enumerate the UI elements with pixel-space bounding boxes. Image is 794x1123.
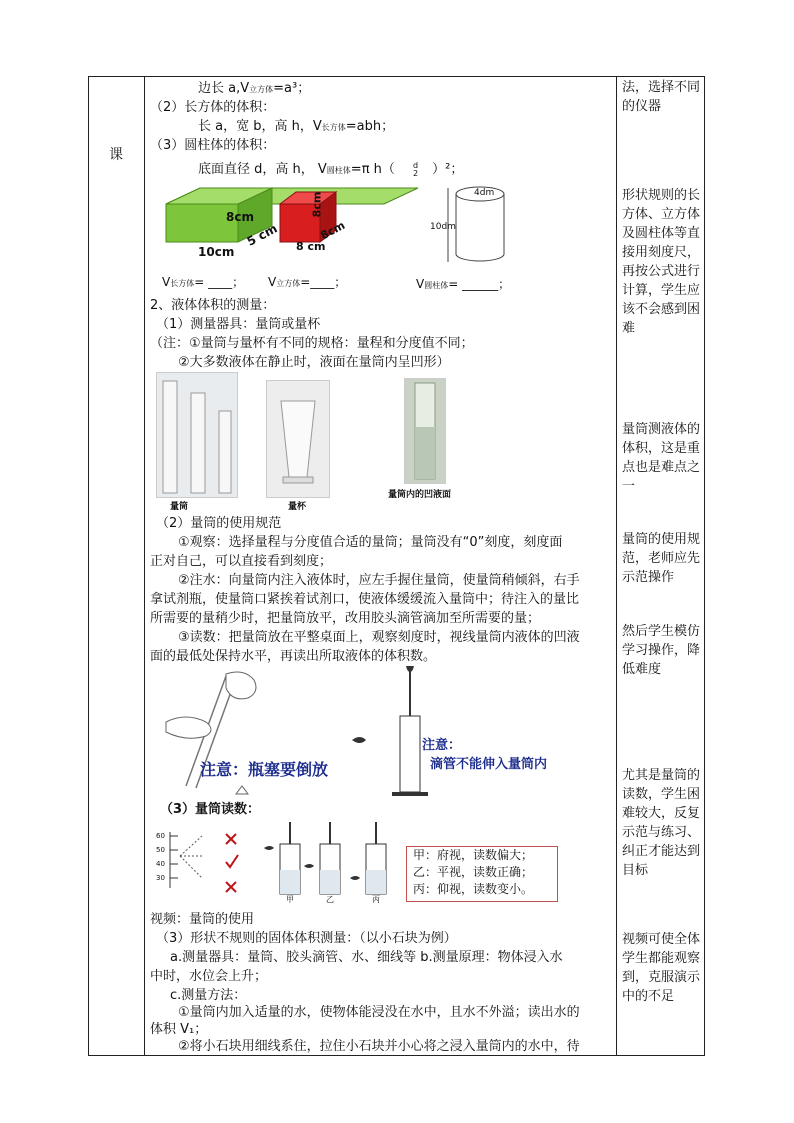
cuboid-length-label: 10cm (198, 245, 235, 259)
left-column-label: 课 (109, 147, 123, 163)
observe-line-2: 正对自己，可以直接看到刻度； (150, 554, 333, 569)
reading-heading: （3）量筒读数： (160, 802, 261, 817)
tick-30: 30 (156, 874, 165, 882)
note-usage-demo: 量筒的使用规范，老师应先示范操作 (622, 532, 701, 585)
note-reading-difficulty: 尤其是量筒的读数，学生困难较大，反复示范与练习、纠正才能达到目标 (622, 768, 701, 878)
cylinder-height-label: 10dm (430, 222, 456, 232)
cylinder-formula: 底面直径 d，高 h， V圆柱体=π h（ d 2 ）²； (198, 160, 464, 178)
liquid-section-title: 2、液体体积的测量： (150, 298, 276, 313)
eye-icon-a (264, 846, 274, 850)
upright-cylinder (400, 716, 420, 792)
eye-icon-b (304, 864, 314, 868)
read-line-2: 面的最低处保持水平，再读出所取液体的体积数。 (150, 649, 437, 664)
read-line-1: ③读数：把量筒放在平整桌面上，观察刻度时，视线量筒内液体的凹液 (178, 630, 580, 645)
left-hand (166, 717, 211, 738)
cube-width-label: 8cm (318, 218, 348, 243)
v-cylinder-blank: V圆柱体= ______； (416, 277, 511, 291)
dropper-note-title: 注意： (422, 738, 462, 753)
note-student-practice: 然后学生模仿学习操作，降低难度 (622, 624, 701, 677)
column-divider-left (144, 76, 145, 1056)
v-cube-blank: V立方体=____； (268, 275, 347, 289)
stopper (236, 786, 248, 794)
pour-line-3: 所需要的量稍少时，把量筒放平，改用胶头滴管滴加至所需要的量； (150, 611, 541, 626)
graduated-cylinders-image (157, 373, 237, 497)
tools-principle-line-1: a.测量器具：量筒、胶头滴管、水、细线等 b.测量原理：物体浸入水 (170, 950, 563, 965)
observe-line-1: ①观察：选择量程与分度值合适的量筒；量筒没有“0”刻度，刻度面 (178, 535, 563, 550)
cylinder-c (366, 822, 386, 894)
eye-icon (352, 737, 366, 743)
meniscus-photo-label: 量筒内的凹液面 (388, 490, 452, 500)
wrong-icon-bottom (226, 882, 236, 892)
liquid-tools-line: （1）测量器具：量筒或量杯 (156, 317, 321, 332)
cylinder-bottom (456, 254, 504, 261)
meniscus-photo (404, 378, 446, 484)
reading-summary-box (406, 846, 558, 902)
cylinder-a (280, 822, 300, 894)
cube-length-label: 8 cm (296, 240, 326, 253)
tick-40: 40 (156, 860, 165, 868)
note-measure-liquid: 量筒测液体的体积，这是重点也是难点之一 (622, 422, 701, 494)
dropper-note-body: 滴管不能伸入量筒内 (430, 757, 548, 772)
reading-case-2: 乙：平视，读数正确； (413, 865, 534, 879)
cube-volume-line: 边长 a,V立方体=a³； (198, 81, 311, 96)
cylinder-heading: （3）圆柱体的体积： (150, 138, 276, 153)
method-heading: c.测量方法： (170, 988, 247, 1003)
video-line: 视频：量筒的使用 (150, 912, 255, 927)
stopper-note: 注意：瓶塞要倒放 (200, 760, 329, 779)
fraction: d 2 (413, 160, 419, 178)
note-video: 视频可使全体学生都能观察到，克服演示中的不足 (622, 932, 701, 1004)
v-cuboid-blank: V长方体= ____； (162, 275, 245, 289)
usage-heading: （2）量筒的使用规范 (156, 516, 282, 531)
cylinder-diameter-label: 4dm (474, 188, 495, 198)
pour-line-2: 拿试剂瓶，使量筒口紧挨着试剂口，使液体缓缓流入量筒中；待注入的量比 (150, 592, 580, 607)
beaker-photo (266, 380, 330, 498)
reading-figure (156, 822, 406, 912)
label-yi: 乙 (326, 895, 334, 904)
cylinder-photo-label: 量筒 (170, 502, 189, 512)
eye-icon-c (350, 876, 360, 880)
cuboid-formula: 长 a，宽 b，高 h，V长方体=abh； (198, 119, 395, 134)
cuboid-heading: （2）长方体的体积： (150, 100, 276, 115)
label-bing: 丙 (372, 895, 380, 904)
measuring-cup-image (267, 381, 329, 497)
cylinder-b (320, 822, 340, 894)
tools-principle-line-2: 中时，水位会上升； (150, 969, 268, 984)
label-jia: 甲 (286, 895, 294, 904)
tick-50: 50 (156, 846, 165, 854)
tick-60: 60 (156, 832, 165, 840)
irregular-solid-heading: （3）形状不规则的固体体积测量：（以小石块为例） (156, 931, 457, 946)
cuboid-width-label: 5 cm (244, 221, 280, 249)
method-step-1a: ①量筒内加入适量的水，使物体能浸没在水中，且水不外溢；读出水的 (178, 1005, 580, 1020)
pour-line-1: ②注水：向量筒内注入液体时，应左手握住量筒，使量筒稍倾斜，右手 (178, 573, 580, 588)
cup-photo-label: 量杯 (288, 502, 307, 512)
method-step-2: ②将小石块用细线系住，拉住小石块并小心将之浸入量筒内的水中，待 (178, 1039, 580, 1054)
right-hand (226, 672, 256, 699)
check-icon (226, 855, 238, 867)
cube-height-label: 8cm (310, 191, 324, 218)
note-select-instruments: 法，选择不同的仪器 (622, 80, 701, 114)
cylinders-photo (156, 372, 238, 498)
reading-case-3: 丙：仰视，读数变小。 (413, 882, 534, 896)
note-regular-shapes: 形状规则的长方体、立方体及圆柱体等直接用刻度尺，再按公式进行计算，学生应该不会感到困难 (622, 188, 701, 336)
column-divider-right (616, 76, 617, 1056)
wrong-icon-top (226, 834, 236, 844)
meniscus-image (405, 379, 445, 483)
liquid-note-1: （注：①量筒与量杯有不同的规格：量程和分度值不同； (150, 336, 474, 351)
liquid-note-2: ②大多数液体在静止时，液面在量筒内呈凹形） (178, 355, 450, 370)
method-step-1b: 体积 V₁； (150, 1022, 208, 1037)
reading-case-1: 甲：府视，读数偏大； (413, 848, 534, 862)
cuboid-height-label: 8cm (226, 210, 254, 224)
